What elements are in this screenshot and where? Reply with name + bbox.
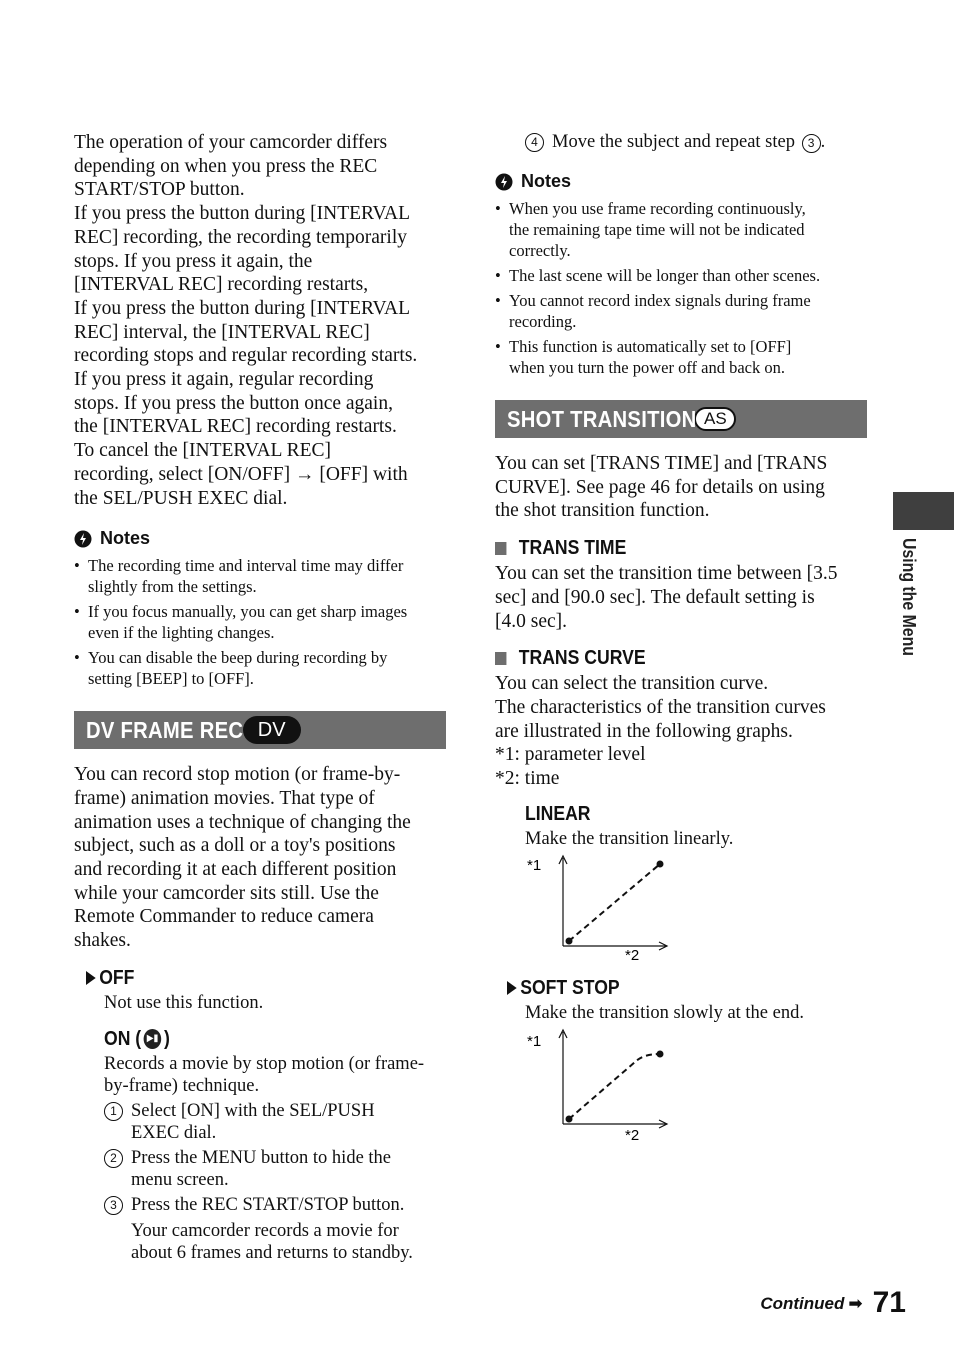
step-number: 3 [104,1196,123,1215]
step-3: 3 Press the REC START/STOP button. Your camcorder records a movie for about 6 frames and returns to standby. [104,1194,446,1264]
right-column [495,131,867,1149]
intro-paragraph [74,131,446,510]
notes-list [74,555,446,689]
linear-curve-graph [523,850,683,962]
axis-x-label: *2 [625,1126,640,1144]
left-column [74,131,446,1264]
square-bullet-icon [495,652,506,665]
notes-title: Notes [100,528,151,549]
intro-line: If you press it again, regular recording [74,369,374,391]
section-title: SHOT TRANSITION [507,405,697,432]
axis-y-label: *1 [527,856,542,874]
notes-title: Notes [521,171,572,191]
side-tab-marker [893,492,954,530]
step-ref: 3 [802,134,821,153]
frame-rec-icon: ▶▮ [144,1029,162,1049]
page-footer [760,1288,906,1318]
square-bullet-icon [495,542,506,555]
notes-icon [495,173,513,191]
intro-line: [INTERVAL REC] recording restarts, [74,274,369,296]
shot-transition-banner [495,400,867,438]
intro-line: If you press the button during [INTERVAL [74,297,411,319]
curve-start-point [566,1115,573,1122]
intro-line: REC] recording, the recording temporarily [74,226,408,248]
shot-transition-description: You can set [TRANS TIME] and [TRANS CURVE]. See page 46 for details on using the shot transition function. [495,453,828,522]
intro-line: stops. If you press the button once again, [74,392,393,414]
notes-heading [74,528,446,549]
intro-line: depending on when you press the REC [74,155,378,177]
trans-curve-heading: TRANS CURVE [495,647,822,670]
step-2: 2 Press the MENU button to hide the menu screen. [104,1147,446,1191]
as-badge: AS [694,407,736,431]
intro-line: the SEL/PUSH EXEC dial. [74,487,288,509]
page-number: 71 [872,1286,906,1319]
note-item: • When you use frame recording continuously, the remaining tape time will not be indicated correctly. [495,198,867,261]
dv-badge: DV [243,716,301,744]
note-item: • The recording time and interval time may differ slightly from the settings. [74,555,446,597]
note-item: • You can disable the beep during recording by setting [BEEP] to [OFF]. [74,647,446,689]
intro-line: If you press the button during [INTERVAL [74,203,411,225]
option-off-label: OFF [99,966,135,989]
intro-line: REC] interval, the [INTERVAL REC] [74,321,370,343]
intro-line: recording stops and regular recording starts. [74,345,418,367]
axis-x-label: *2 [625,946,640,962]
soft-stop-heading: SOFT STOP [507,977,824,1000]
step-number: 2 [104,1149,123,1168]
trans-time-heading: TRANS TIME [495,537,822,560]
continued-label: Continued ➡ [760,1294,863,1313]
step-number: 4 [525,133,544,152]
note-item: • The last scene will be longer than other scenes. [495,265,867,286]
option-off-heading [86,967,403,990]
section-title: DV FRAME REC [86,716,244,743]
linear-curve [569,864,660,941]
linear-heading: LINEAR [525,802,591,825]
notes-list [495,198,867,378]
trans-curve-text: You can select the transition curve. The characteristics of the transition curves are illustrated in the following graphs. *1: parameter level *2: time [495,673,826,790]
intro-line: stops. If you press it again, the [74,250,313,272]
notes-heading [495,171,867,192]
side-tab-label: Using the Menu [899,538,919,656]
intro-line: the [INTERVAL REC] recording restarts. [74,416,397,438]
note-item: • You cannot record index signals during frame recording. [495,290,867,332]
soft-stop-text: Make the transition slowly at the end. [525,1002,804,1023]
intro-line: To cancel the [INTERVAL REC] [74,440,332,462]
linear-text: Make the transition linearly. [525,828,734,849]
option-on-text: Records a movie by stop motion (or frame- by-frame) technique. [104,1053,425,1096]
trans-time-text: You can set the transition time between [3.5 sec] and [90.0 sec]. The default setting is [4.0 sec]. [495,563,838,632]
intro-line: START/STOP button. [74,179,245,201]
intro-line: The operation of your camcorder differs [74,132,388,153]
option-on-heading: ON ( ▶▮ ) [104,1027,170,1050]
step-1: 1 Select [ON] with the SEL/PUSH EXEC dial. [104,1100,446,1144]
default-marker-icon [86,971,96,985]
intro-line: recording, select [ON/OFF] → [OFF] with [74,463,408,485]
curve-start-point [566,937,573,944]
curve-end-point [657,860,664,867]
soft-stop-curve-graph [523,1024,683,1144]
note-item: • This function is automatically set to [OFF] when you turn the power off and back on. [495,336,867,378]
dv-frame-rec-description: You can record stop motion (or frame-by- frame) animation movies. That type of animation uses a technique of changing the subject, such as a doll or a toy's positions and recording it at each different position while your camcorder sits still. Use the Remote Commander to reduce camera shakes. [74,764,411,952]
step-number: 1 [104,1102,123,1121]
dv-frame-rec-banner [74,711,446,749]
note-item: • If you focus manually, you can get sharp images even if the lighting changes. [74,601,446,643]
soft-stop-curve [569,1054,660,1119]
continued-arrow-icon: ➡ [848,1294,863,1313]
axis-y-label: *1 [527,1032,542,1050]
option-off-text: Not use this function. [104,992,264,1013]
notes-icon [74,530,92,548]
curve-end-point [657,1050,664,1057]
default-marker-icon [507,981,517,995]
step-4: 4 Move the subject and repeat step 3 . [525,131,867,153]
